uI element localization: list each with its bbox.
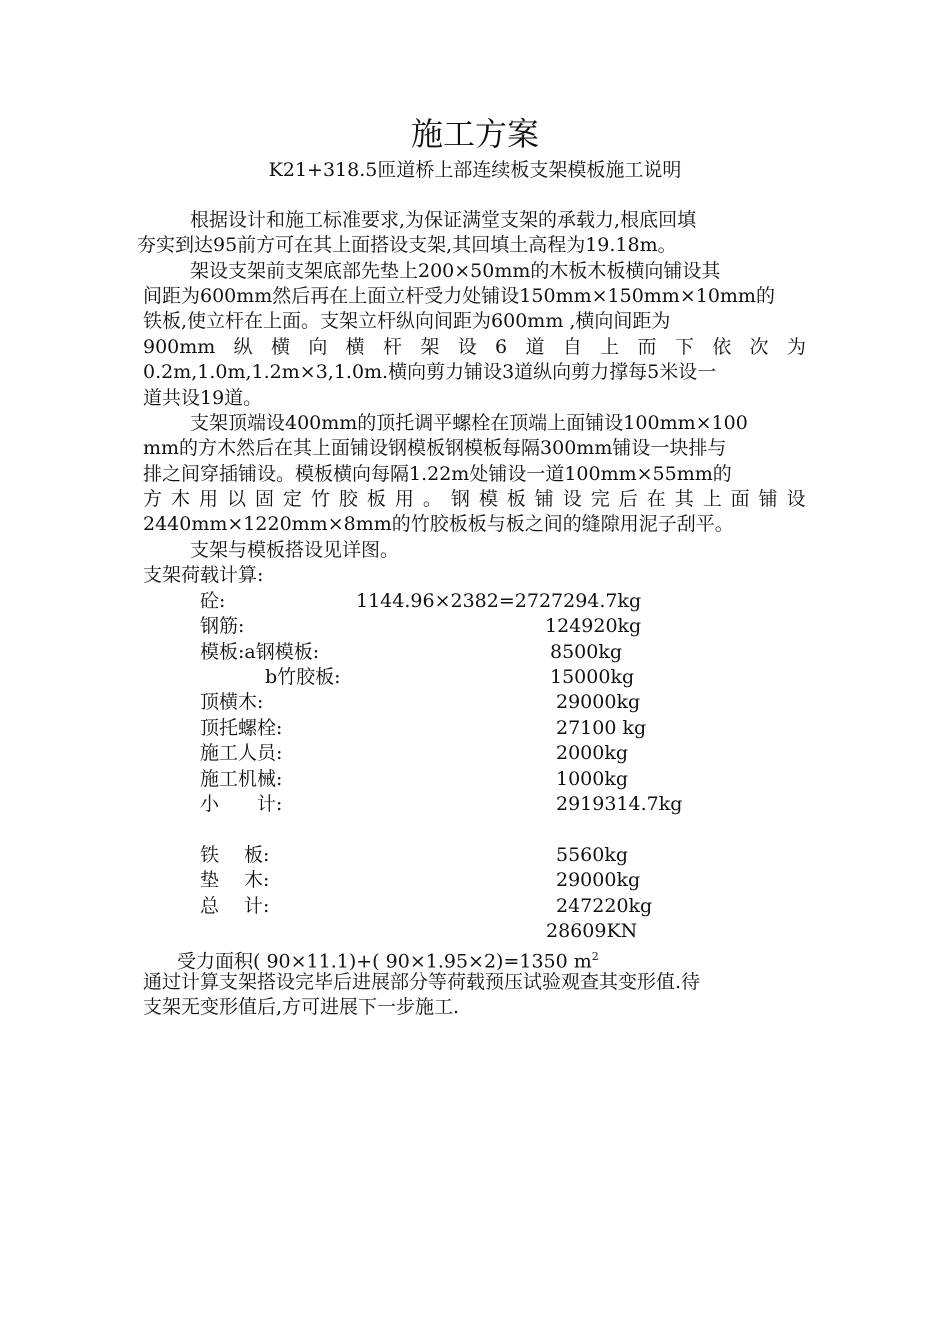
justified-word: 次 <box>749 336 769 358</box>
justified-word: 。 <box>422 488 442 510</box>
paragraph-line: mm的方木然后在其上面铺设钢模板钢模板每隔300mm铺设一块排与 <box>143 437 727 459</box>
justified-word: 上 <box>702 488 722 510</box>
justified-word: 杆 <box>383 336 403 358</box>
load-label: 铁 板: <box>200 844 270 866</box>
justified-word: 完 <box>590 488 610 510</box>
load-value: 27100 kg <box>556 717 647 739</box>
load-value: 8500kg <box>550 641 623 663</box>
justified-word: 竹 <box>310 488 330 510</box>
load-value: 1000kg <box>556 768 629 790</box>
justified-word: 用 <box>198 488 218 510</box>
justified-line <box>143 487 806 512</box>
justified-word: 面 <box>730 488 750 510</box>
load-label: 模板:a钢模板: <box>200 641 320 663</box>
closing-line: 通过计算支架搭设完毕后进展部分等荷载预压试验观查其变形值.待 <box>143 971 701 993</box>
load-label: 施工人员: <box>200 742 283 764</box>
justified-word: 以 <box>226 488 246 510</box>
load-label: 施工机械: <box>200 768 283 790</box>
load-value: 247220kg <box>556 895 653 917</box>
paragraph-line: 支架顶端设400mm的顶托调平螺栓在顶端上面铺设100mm×100 <box>190 412 748 434</box>
justified-word: 自 <box>562 336 582 358</box>
paragraph-line: 夯实到达95前方可在其上面搭设支架,其回填土高程为19.18m。 <box>137 234 677 256</box>
load-label: 顶托螺栓: <box>200 717 283 739</box>
justified-word: 纵 <box>233 336 253 358</box>
document-subtitle: K21+318.5匝道桥上部连续板支架模板施工说明 <box>268 159 682 181</box>
justified-line <box>143 335 806 360</box>
force-area-exponent: 2 <box>591 950 599 963</box>
force-area-text: 受力面积( 90×11.1)+( 90×1.95×2)=1350 m <box>177 950 592 973</box>
justified-word: 定 <box>282 488 302 510</box>
justified-word: 模 <box>478 488 498 510</box>
load-value: 29000kg <box>556 869 641 891</box>
justified-word: 6 <box>495 336 508 358</box>
load-label: 总 计: <box>200 895 270 917</box>
justified-word: 横 <box>270 336 290 358</box>
justified-word: 方 <box>143 488 163 510</box>
justified-word: 900mm <box>143 336 216 358</box>
load-value: 2000kg <box>556 742 629 764</box>
load-value: 124920kg <box>545 615 642 637</box>
justified-word: 板 <box>506 488 526 510</box>
justified-word: 设 <box>786 488 806 510</box>
paragraph-line: 2440mm×1220mm×8mm的竹胶板板与板之间的缝隙用泥子刮平。 <box>143 513 734 535</box>
justified-word: 钢 <box>450 488 470 510</box>
justified-word: 上 <box>600 336 620 358</box>
justified-word: 为 <box>786 336 806 358</box>
load-label: 垫 木: <box>200 869 270 891</box>
load-label: 钢筋: <box>200 615 245 637</box>
justified-word: 横 <box>345 336 365 358</box>
paragraph-line: 0.2m,1.0m,1.2m×3,1.0m.横向剪力铺设3道纵向剪力撑每5米设一 <box>143 361 717 383</box>
justified-word: 下 <box>674 336 694 358</box>
document-title: 施工方案 <box>410 115 539 153</box>
load-label: 砼: <box>200 590 226 612</box>
justified-word: 铺 <box>758 488 778 510</box>
load-label: b竹胶板: <box>265 666 341 688</box>
justified-word: 向 <box>308 336 328 358</box>
justified-word: 用 <box>394 488 414 510</box>
paragraph-line: 排之间穿插铺设。模板横向每隔1.22m处铺设一道100mm×55mm的 <box>143 463 732 485</box>
load-value: 1144.96×2382=2727294.7kg <box>356 590 642 612</box>
load-heading: 支架荷载计算: <box>143 564 264 586</box>
justified-word: 后 <box>618 488 638 510</box>
paragraph-line: 架设支架前支架底部先垫上200×50mm的木板木板横向铺设其 <box>190 260 721 282</box>
justified-word: 其 <box>674 488 694 510</box>
justified-word: 木 <box>170 488 190 510</box>
load-label: 顶横木: <box>200 691 264 713</box>
closing-line: 支架无变形值后,方可进展下一步施工. <box>143 996 460 1018</box>
justified-word: 板 <box>366 488 386 510</box>
load-value: 15000kg <box>550 666 635 688</box>
load-value: 5560kg <box>556 844 629 866</box>
load-label: 小 计: <box>200 793 283 815</box>
justified-word: 铺 <box>534 488 554 510</box>
total-kn: 28609KN <box>546 920 638 942</box>
load-value: 29000kg <box>556 691 641 713</box>
paragraph-line: 间距为600mm然后再在上面立杆受力处铺设150mm×150mm×10mm的 <box>143 285 775 307</box>
load-value: 2919314.7kg <box>556 793 683 815</box>
justified-word: 道 <box>525 336 545 358</box>
paragraph-line: 根据设计和施工标准要求,为保证满堂支架的承载力,根底回填 <box>190 209 697 231</box>
justified-word: 胶 <box>338 488 358 510</box>
justified-word: 设 <box>562 488 582 510</box>
justified-word: 固 <box>254 488 274 510</box>
paragraph-line: 支架与模板搭设见详图。 <box>190 539 400 561</box>
justified-word: 依 <box>712 336 732 358</box>
paragraph-line: 铁板,使立杆在上面。支架立杆纵向间距为600mm ,横向间距为 <box>143 310 671 332</box>
justified-word: 在 <box>646 488 666 510</box>
justified-word: 架 <box>420 336 440 358</box>
justified-word: 而 <box>637 336 657 358</box>
justified-word: 设 <box>457 336 477 358</box>
paragraph-line: 道共设19道。 <box>143 387 263 409</box>
